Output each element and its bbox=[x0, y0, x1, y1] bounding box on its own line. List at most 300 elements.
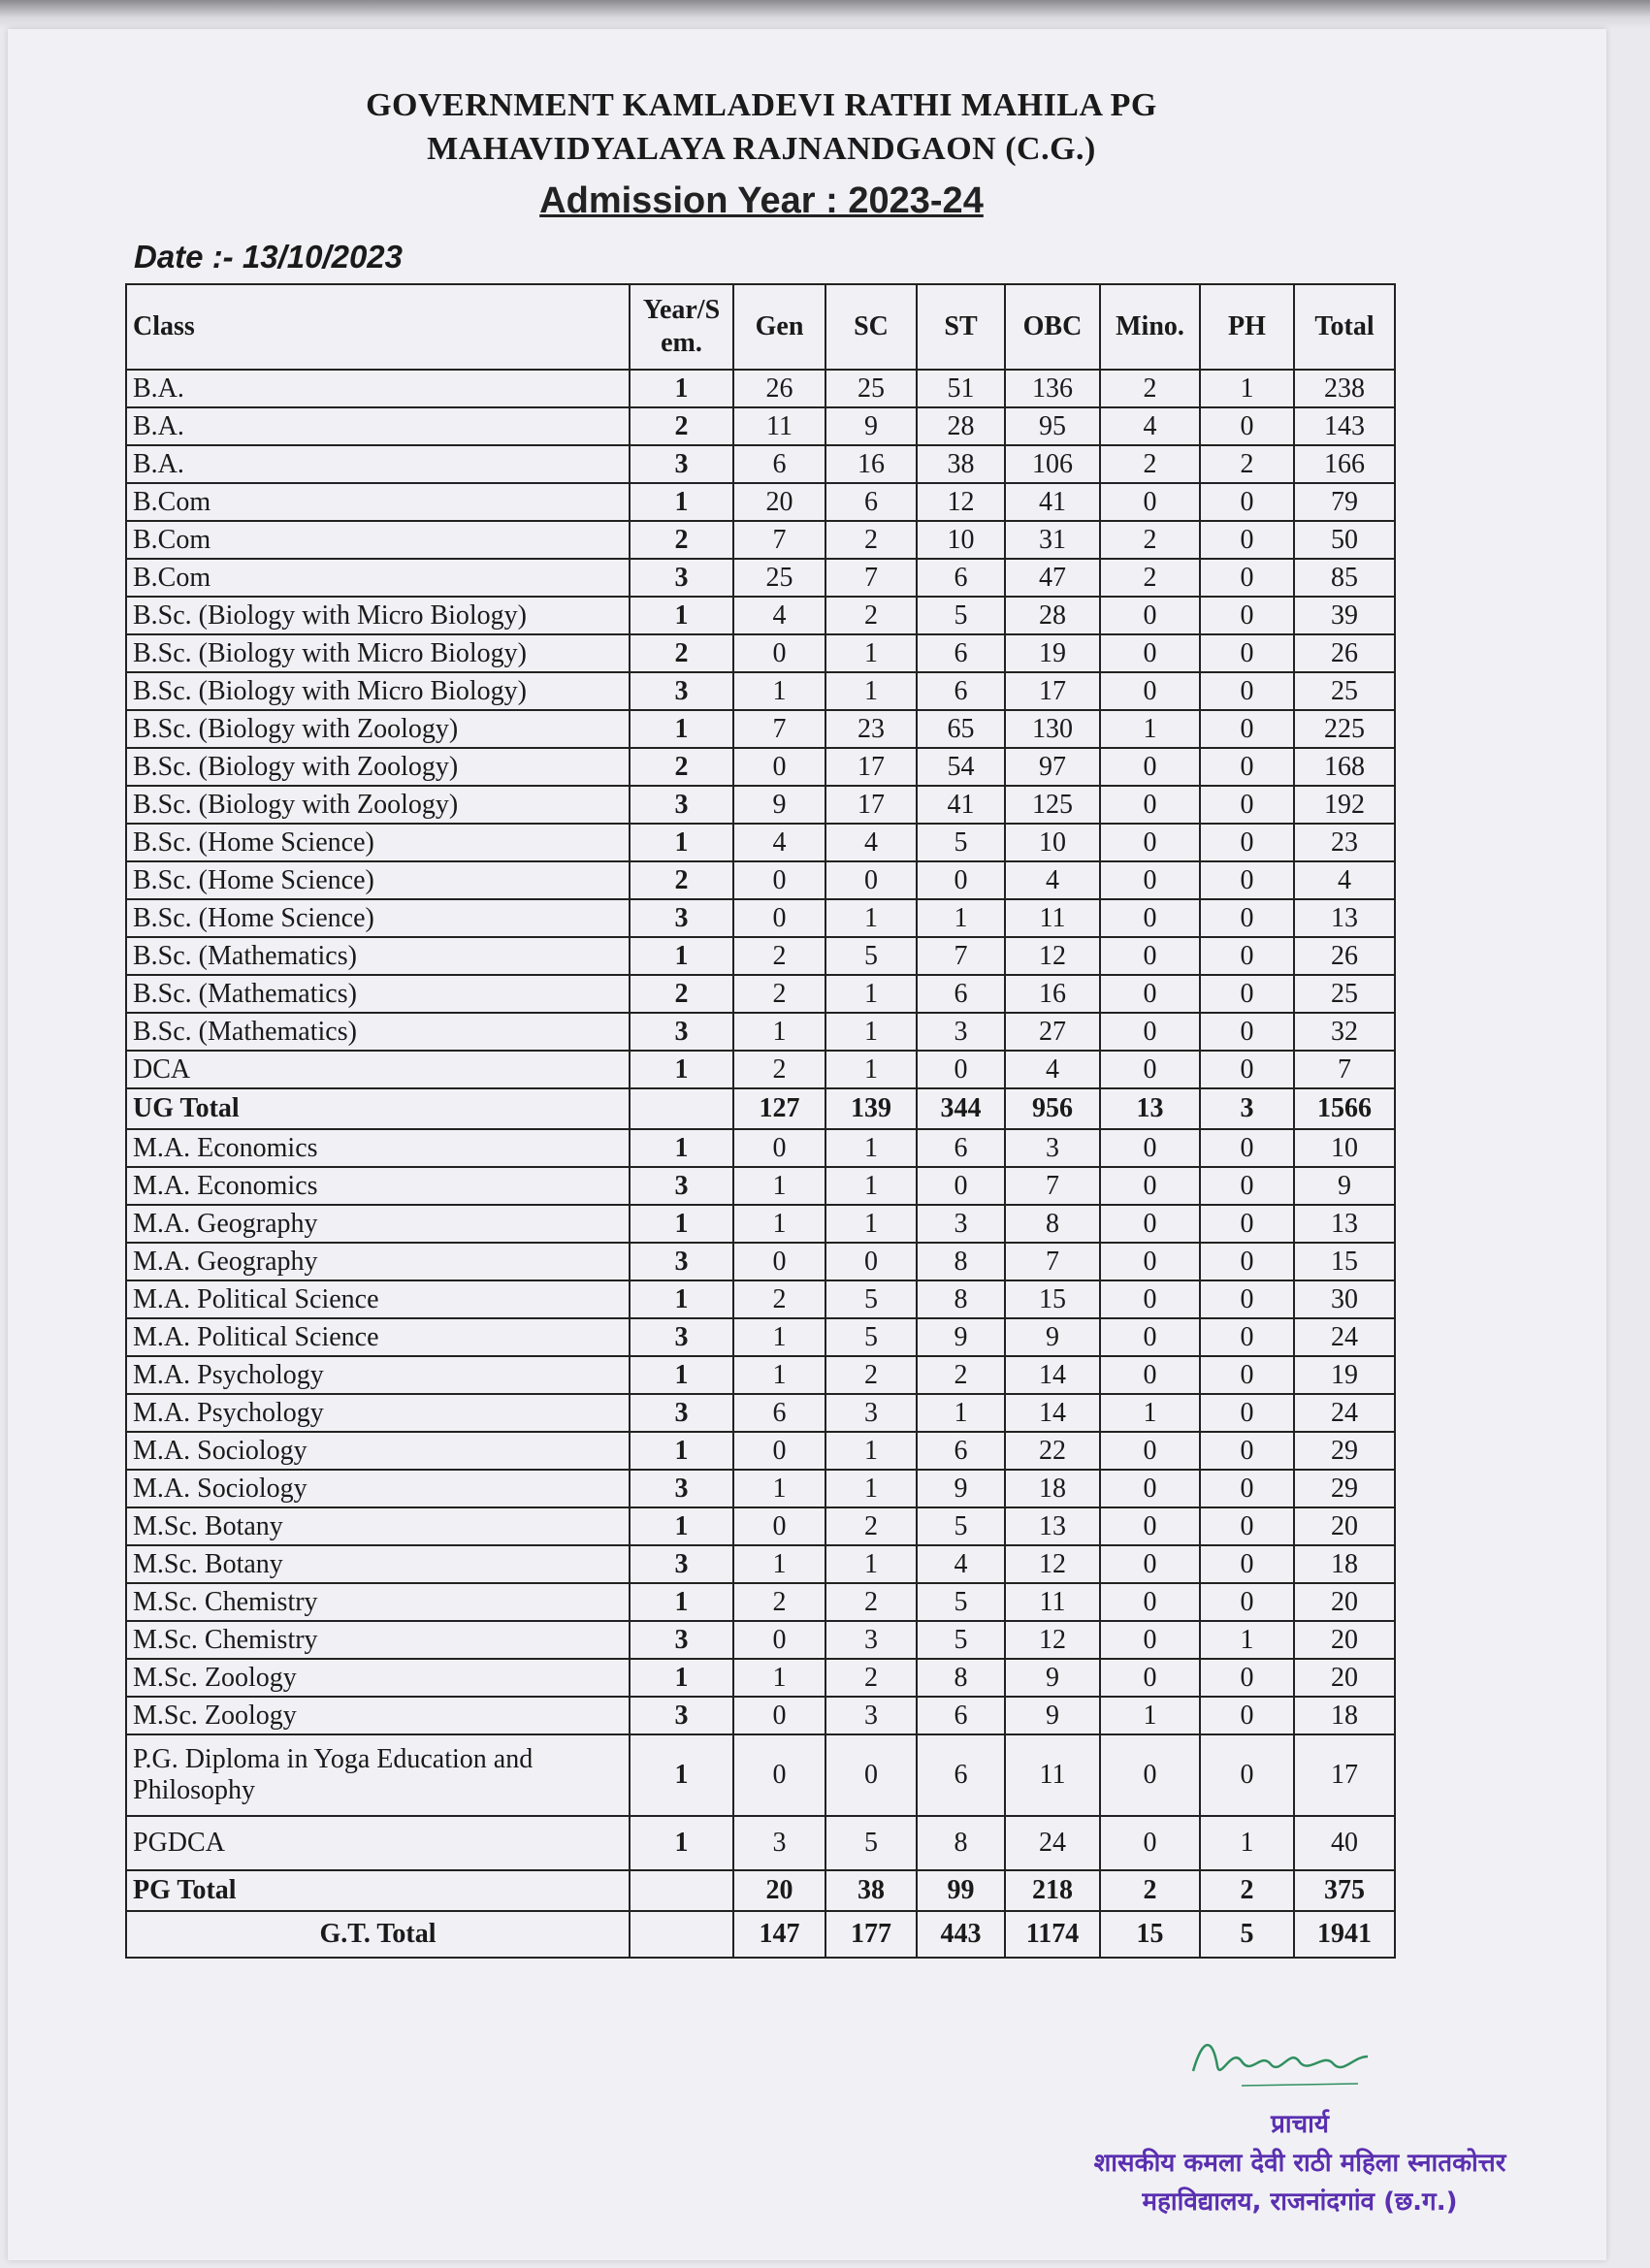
value-cell: 168 bbox=[1294, 748, 1395, 786]
table-row bbox=[126, 521, 1395, 559]
value-cell: 20 bbox=[1294, 1583, 1395, 1621]
title-line-2: MAHAVIDYALAYA RAJNANDGAON (C.G.) bbox=[427, 131, 1096, 167]
value-cell: 0 bbox=[1100, 1621, 1200, 1659]
class-cell: M.Sc. Zoology bbox=[126, 1659, 630, 1697]
scan-top-edge bbox=[0, 0, 1650, 29]
value-cell: 4 bbox=[733, 824, 825, 861]
class-cell: B.A. bbox=[126, 370, 630, 407]
table-row bbox=[126, 1734, 1395, 1816]
class-cell: B.Sc. (Biology with Micro Biology) bbox=[126, 672, 630, 710]
year-cell: 3 bbox=[630, 1621, 733, 1659]
value-cell: 166 bbox=[1294, 445, 1395, 483]
value-cell: 1 bbox=[825, 1545, 917, 1583]
value-cell: 16 bbox=[1005, 975, 1100, 1013]
value-cell: 11 bbox=[733, 407, 825, 445]
value-cell: 0 bbox=[1200, 861, 1294, 899]
value-cell: 0 bbox=[1200, 1545, 1294, 1583]
value-cell: 0 bbox=[1200, 1167, 1294, 1205]
value-cell: 2 bbox=[1100, 521, 1200, 559]
value-cell: 8 bbox=[917, 1243, 1005, 1280]
value-cell: 0 bbox=[1200, 407, 1294, 445]
value-cell: 6 bbox=[917, 975, 1005, 1013]
value-cell: 6 bbox=[917, 672, 1005, 710]
value-cell: 85 bbox=[1294, 559, 1395, 597]
value-cell: 0 bbox=[733, 1507, 825, 1545]
value-cell: 1 bbox=[825, 1051, 917, 1088]
year-cell: 3 bbox=[630, 899, 733, 937]
value-cell: 1 bbox=[917, 899, 1005, 937]
table-row bbox=[126, 1470, 1395, 1507]
value-cell: 20 bbox=[733, 483, 825, 521]
value-cell: 17 bbox=[825, 786, 917, 824]
admission-table bbox=[125, 283, 1396, 1959]
table-row bbox=[126, 1545, 1395, 1583]
class-cell: M.Sc. Zoology bbox=[126, 1697, 630, 1734]
value-cell: 9 bbox=[733, 786, 825, 824]
value-cell: 3 bbox=[733, 1816, 825, 1870]
value-cell: 2 bbox=[825, 597, 917, 634]
value-cell: 2 bbox=[1100, 445, 1200, 483]
value-cell: 25 bbox=[825, 370, 917, 407]
year-cell: 1 bbox=[630, 1659, 733, 1697]
value-cell: 2 bbox=[825, 1659, 917, 1697]
class-cell: B.Sc. (Biology with Micro Biology) bbox=[126, 597, 630, 634]
value-cell: 1 bbox=[1100, 710, 1200, 748]
value-cell: 5 bbox=[825, 1816, 917, 1870]
value-cell: 10 bbox=[917, 521, 1005, 559]
value-cell: 9 bbox=[1005, 1659, 1100, 1697]
col-header: PH bbox=[1200, 284, 1294, 370]
value-cell: 1 bbox=[1200, 1816, 1294, 1870]
value-cell: 5 bbox=[825, 937, 917, 975]
pg-extra-rows bbox=[126, 1734, 1395, 1870]
value-cell: 27 bbox=[1005, 1013, 1100, 1051]
value-cell: 2 bbox=[1100, 559, 1200, 597]
value-cell: 2 bbox=[1100, 370, 1200, 407]
table-row bbox=[126, 597, 1395, 634]
value-cell: 3 bbox=[1005, 1129, 1100, 1167]
table-row bbox=[126, 1870, 1395, 1911]
value-cell: 0 bbox=[1200, 1470, 1294, 1507]
table-row bbox=[126, 1583, 1395, 1621]
value-cell: 2 bbox=[733, 975, 825, 1013]
year-cell: 3 bbox=[630, 1167, 733, 1205]
year-cell: 3 bbox=[630, 1697, 733, 1734]
value-cell: 1 bbox=[1200, 370, 1294, 407]
value-cell: 0 bbox=[1200, 1356, 1294, 1394]
value-cell: 25 bbox=[733, 559, 825, 597]
value-cell: 0 bbox=[1200, 824, 1294, 861]
table-header-row bbox=[126, 284, 1395, 370]
value-cell: 3 bbox=[917, 1013, 1005, 1051]
value-cell: 0 bbox=[1200, 937, 1294, 975]
value-cell: 13 bbox=[1005, 1507, 1100, 1545]
value-cell: 0 bbox=[1200, 1697, 1294, 1734]
value-cell: 0 bbox=[1100, 1013, 1200, 1051]
value-cell: 6 bbox=[917, 1432, 1005, 1470]
value-cell: 1 bbox=[825, 1167, 917, 1205]
value-cell: 0 bbox=[1100, 899, 1200, 937]
year-cell: 1 bbox=[630, 824, 733, 861]
col-header: Year/S em. bbox=[630, 284, 733, 370]
value-cell: 0 bbox=[1200, 786, 1294, 824]
value-cell: 0 bbox=[1100, 1318, 1200, 1356]
value-cell: 5 bbox=[917, 824, 1005, 861]
value-cell: 0 bbox=[1100, 483, 1200, 521]
table-row bbox=[126, 1051, 1395, 1088]
value-cell: 0 bbox=[1200, 559, 1294, 597]
year-cell: 1 bbox=[630, 1051, 733, 1088]
value-cell: 956 bbox=[1005, 1088, 1100, 1129]
value-cell: 6 bbox=[733, 1394, 825, 1432]
value-cell: 1 bbox=[1200, 1621, 1294, 1659]
value-cell: 10 bbox=[1005, 824, 1100, 861]
value-cell: 0 bbox=[917, 861, 1005, 899]
table-row bbox=[126, 1816, 1395, 1870]
value-cell: 26 bbox=[733, 370, 825, 407]
value-cell: 15 bbox=[1005, 1280, 1100, 1318]
value-cell: 20 bbox=[1294, 1621, 1395, 1659]
value-cell: 16 bbox=[825, 445, 917, 483]
value-cell: 8 bbox=[917, 1280, 1005, 1318]
value-cell: 0 bbox=[825, 1734, 917, 1816]
value-cell: 97 bbox=[1005, 748, 1100, 786]
value-cell: 0 bbox=[1100, 1734, 1200, 1816]
class-cell: M.A. Sociology bbox=[126, 1432, 630, 1470]
value-cell: 4 bbox=[825, 824, 917, 861]
signature-icon bbox=[1183, 2027, 1377, 2095]
value-cell: 51 bbox=[917, 370, 1005, 407]
value-cell: 1 bbox=[825, 1205, 917, 1243]
value-cell: 5 bbox=[917, 1583, 1005, 1621]
value-cell: 2 bbox=[733, 1051, 825, 1088]
value-cell: 0 bbox=[733, 1432, 825, 1470]
value-cell: 2 bbox=[1200, 1870, 1294, 1911]
value-cell: 6 bbox=[917, 1697, 1005, 1734]
table-row bbox=[126, 748, 1395, 786]
value-cell: 41 bbox=[917, 786, 1005, 824]
value-cell: 1 bbox=[825, 672, 917, 710]
value-cell: 20 bbox=[1294, 1659, 1395, 1697]
value-cell: 0 bbox=[1100, 748, 1200, 786]
value-cell: 2 bbox=[825, 521, 917, 559]
value-cell: 3 bbox=[825, 1394, 917, 1432]
table-row bbox=[126, 1280, 1395, 1318]
col-header: ST bbox=[917, 284, 1005, 370]
value-cell: 39 bbox=[1294, 597, 1395, 634]
value-cell: 9 bbox=[917, 1470, 1005, 1507]
value-cell: 3 bbox=[917, 1205, 1005, 1243]
class-cell: M.A. Economics bbox=[126, 1129, 630, 1167]
value-cell: 1 bbox=[825, 1129, 917, 1167]
value-cell: 2 bbox=[825, 1356, 917, 1394]
value-cell: 18 bbox=[1294, 1545, 1395, 1583]
year-cell: 3 bbox=[630, 672, 733, 710]
class-cell: UG Total bbox=[126, 1088, 630, 1129]
class-cell: DCA bbox=[126, 1051, 630, 1088]
year-cell: 2 bbox=[630, 861, 733, 899]
col-header: SC bbox=[825, 284, 917, 370]
value-cell: 106 bbox=[1005, 445, 1100, 483]
value-cell: 17 bbox=[1005, 672, 1100, 710]
class-cell: M.A. Political Science bbox=[126, 1280, 630, 1318]
value-cell: 18 bbox=[1294, 1697, 1395, 1734]
value-cell: 6 bbox=[825, 483, 917, 521]
value-cell: 0 bbox=[1100, 1507, 1200, 1545]
value-cell: 344 bbox=[917, 1088, 1005, 1129]
year-cell: 2 bbox=[630, 407, 733, 445]
class-cell: M.A. Political Science bbox=[126, 1318, 630, 1356]
value-cell: 7 bbox=[1005, 1167, 1100, 1205]
value-cell: 0 bbox=[1200, 1507, 1294, 1545]
year-cell: 3 bbox=[630, 786, 733, 824]
value-cell: 99 bbox=[917, 1870, 1005, 1911]
value-cell: 0 bbox=[733, 1734, 825, 1816]
class-cell: B.Sc. (Home Science) bbox=[126, 861, 630, 899]
value-cell: 1174 bbox=[1005, 1911, 1100, 1958]
value-cell: 1 bbox=[1100, 1697, 1200, 1734]
value-cell: 7 bbox=[733, 710, 825, 748]
value-cell: 54 bbox=[917, 748, 1005, 786]
value-cell: 19 bbox=[1005, 634, 1100, 672]
year-cell: 1 bbox=[630, 1816, 733, 1870]
year-cell: 1 bbox=[630, 1507, 733, 1545]
value-cell: 24 bbox=[1005, 1816, 1100, 1870]
value-cell: 4 bbox=[733, 597, 825, 634]
value-cell: 29 bbox=[1294, 1470, 1395, 1507]
table-row bbox=[126, 672, 1395, 710]
table-row bbox=[126, 786, 1395, 824]
table-row bbox=[126, 1394, 1395, 1432]
ug-rows bbox=[126, 370, 1395, 1088]
value-cell: 0 bbox=[1200, 1394, 1294, 1432]
table-row bbox=[126, 1621, 1395, 1659]
value-cell: 5 bbox=[917, 1507, 1005, 1545]
table-row bbox=[126, 1013, 1395, 1051]
value-cell: 13 bbox=[1294, 899, 1395, 937]
value-cell: 8 bbox=[917, 1816, 1005, 1870]
value-cell: 17 bbox=[825, 748, 917, 786]
value-cell: 4 bbox=[1005, 1051, 1100, 1088]
value-cell: 0 bbox=[1200, 634, 1294, 672]
table-row bbox=[126, 1507, 1395, 1545]
value-cell: 24 bbox=[1294, 1318, 1395, 1356]
class-cell: B.Sc. (Home Science) bbox=[126, 899, 630, 937]
value-cell: 0 bbox=[1100, 1659, 1200, 1697]
year-cell bbox=[630, 1088, 733, 1129]
year-cell: 1 bbox=[630, 937, 733, 975]
value-cell: 30 bbox=[1294, 1280, 1395, 1318]
value-cell: 17 bbox=[1294, 1734, 1395, 1816]
value-cell: 3 bbox=[1200, 1088, 1294, 1129]
value-cell: 28 bbox=[917, 407, 1005, 445]
value-cell: 7 bbox=[917, 937, 1005, 975]
grand-total bbox=[126, 1911, 1395, 1958]
value-cell: 1 bbox=[825, 899, 917, 937]
year-cell: 2 bbox=[630, 975, 733, 1013]
value-cell: 13 bbox=[1294, 1205, 1395, 1243]
value-cell: 40 bbox=[1294, 1816, 1395, 1870]
value-cell: 3 bbox=[825, 1697, 917, 1734]
value-cell: 0 bbox=[1100, 1280, 1200, 1318]
year-cell: 3 bbox=[630, 1394, 733, 1432]
report-date: Date :- 13/10/2023 bbox=[134, 239, 404, 275]
value-cell: 2 bbox=[917, 1356, 1005, 1394]
value-cell: 12 bbox=[1005, 1545, 1100, 1583]
value-cell: 79 bbox=[1294, 483, 1395, 521]
table-row bbox=[126, 1205, 1395, 1243]
value-cell: 4 bbox=[1294, 861, 1395, 899]
class-cell: B.A. bbox=[126, 445, 630, 483]
value-cell: 0 bbox=[825, 861, 917, 899]
class-cell: G.T. Total bbox=[126, 1911, 630, 1958]
value-cell: 143 bbox=[1294, 407, 1395, 445]
year-cell: 1 bbox=[630, 597, 733, 634]
stamp-line-2: महाविद्यालय, राजनांदगांव (छ.ग.) bbox=[1142, 2187, 1458, 2217]
value-cell: 22 bbox=[1005, 1432, 1100, 1470]
class-cell: P.G. Diploma in Yoga Education and Philosophy bbox=[126, 1734, 630, 1816]
value-cell: 0 bbox=[1100, 786, 1200, 824]
value-cell: 12 bbox=[1005, 1621, 1100, 1659]
year-cell bbox=[630, 1911, 733, 1958]
class-cell: B.Com bbox=[126, 521, 630, 559]
value-cell: 11 bbox=[1005, 899, 1100, 937]
value-cell: 13 bbox=[1100, 1088, 1200, 1129]
value-cell: 1 bbox=[733, 1167, 825, 1205]
table-row bbox=[126, 710, 1395, 748]
year-cell: 1 bbox=[630, 483, 733, 521]
table-row bbox=[126, 1911, 1395, 1958]
value-cell: 12 bbox=[917, 483, 1005, 521]
value-cell: 218 bbox=[1005, 1870, 1100, 1911]
value-cell: 0 bbox=[825, 1243, 917, 1280]
value-cell: 0 bbox=[733, 1621, 825, 1659]
value-cell: 2 bbox=[1200, 445, 1294, 483]
value-cell: 1 bbox=[825, 1432, 917, 1470]
value-cell: 136 bbox=[1005, 370, 1100, 407]
value-cell: 6 bbox=[917, 1129, 1005, 1167]
value-cell: 1 bbox=[733, 1205, 825, 1243]
class-cell: B.Sc. (Biology with Micro Biology) bbox=[126, 634, 630, 672]
value-cell: 4 bbox=[1005, 861, 1100, 899]
class-cell: M.A. Psychology bbox=[126, 1356, 630, 1394]
value-cell: 12 bbox=[1005, 937, 1100, 975]
value-cell: 0 bbox=[1100, 672, 1200, 710]
value-cell: 238 bbox=[1294, 370, 1395, 407]
year-cell: 3 bbox=[630, 1545, 733, 1583]
value-cell: 0 bbox=[1200, 1013, 1294, 1051]
year-cell: 1 bbox=[630, 710, 733, 748]
class-cell: B.Sc. (Biology with Zoology) bbox=[126, 786, 630, 824]
table-row bbox=[126, 899, 1395, 937]
col-header: Gen bbox=[733, 284, 825, 370]
class-cell: M.Sc. Chemistry bbox=[126, 1621, 630, 1659]
value-cell: 0 bbox=[733, 634, 825, 672]
value-cell: 7 bbox=[1294, 1051, 1395, 1088]
class-cell: M.Sc. Chemistry bbox=[126, 1583, 630, 1621]
value-cell: 0 bbox=[1200, 672, 1294, 710]
value-cell: 6 bbox=[733, 445, 825, 483]
value-cell: 1 bbox=[733, 1659, 825, 1697]
table-row bbox=[126, 634, 1395, 672]
year-cell: 1 bbox=[630, 1280, 733, 1318]
year-cell: 2 bbox=[630, 748, 733, 786]
value-cell: 6 bbox=[917, 559, 1005, 597]
table-row bbox=[126, 937, 1395, 975]
pg-total bbox=[126, 1870, 1395, 1911]
value-cell: 1941 bbox=[1294, 1911, 1395, 1958]
value-cell: 1 bbox=[825, 975, 917, 1013]
table-row bbox=[126, 1659, 1395, 1697]
value-cell: 0 bbox=[1100, 634, 1200, 672]
value-cell: 32 bbox=[1294, 1013, 1395, 1051]
value-cell: 2 bbox=[825, 1583, 917, 1621]
table-row bbox=[126, 1432, 1395, 1470]
value-cell: 3 bbox=[825, 1621, 917, 1659]
value-cell: 2 bbox=[733, 1583, 825, 1621]
class-cell: M.A. Geography bbox=[126, 1205, 630, 1243]
year-cell: 3 bbox=[630, 445, 733, 483]
value-cell: 9 bbox=[1005, 1318, 1100, 1356]
value-cell: 0 bbox=[1200, 1051, 1294, 1088]
value-cell: 26 bbox=[1294, 937, 1395, 975]
value-cell: 0 bbox=[1200, 1129, 1294, 1167]
value-cell: 20 bbox=[733, 1870, 825, 1911]
year-cell: 3 bbox=[630, 1243, 733, 1280]
value-cell: 7 bbox=[733, 521, 825, 559]
year-cell: 1 bbox=[630, 1129, 733, 1167]
value-cell: 225 bbox=[1294, 710, 1395, 748]
value-cell: 11 bbox=[1005, 1583, 1100, 1621]
value-cell: 47 bbox=[1005, 559, 1100, 597]
value-cell: 1 bbox=[733, 1356, 825, 1394]
class-cell: M.A. Economics bbox=[126, 1167, 630, 1205]
table-row bbox=[126, 1356, 1395, 1394]
value-cell: 31 bbox=[1005, 521, 1100, 559]
value-cell: 9 bbox=[1005, 1697, 1100, 1734]
year-cell: 1 bbox=[630, 370, 733, 407]
value-cell: 0 bbox=[1200, 1583, 1294, 1621]
value-cell: 28 bbox=[1005, 597, 1100, 634]
class-cell: B.Com bbox=[126, 559, 630, 597]
admission-year-heading: Admission Year : 2023-24 bbox=[539, 180, 984, 221]
class-cell: B.Com bbox=[126, 483, 630, 521]
value-cell: 1566 bbox=[1294, 1088, 1395, 1129]
value-cell: 6 bbox=[917, 634, 1005, 672]
table-row bbox=[126, 1129, 1395, 1167]
value-cell: 25 bbox=[1294, 975, 1395, 1013]
year-cell bbox=[630, 1870, 733, 1911]
value-cell: 0 bbox=[1100, 1051, 1200, 1088]
value-cell: 24 bbox=[1294, 1394, 1395, 1432]
value-cell: 0 bbox=[1200, 1243, 1294, 1280]
value-cell: 9 bbox=[917, 1318, 1005, 1356]
value-cell: 11 bbox=[1005, 1734, 1100, 1816]
value-cell: 0 bbox=[733, 1243, 825, 1280]
value-cell: 5 bbox=[825, 1318, 917, 1356]
class-cell: B.Sc. (Mathematics) bbox=[126, 937, 630, 975]
value-cell: 177 bbox=[825, 1911, 917, 1958]
value-cell: 14 bbox=[1005, 1356, 1100, 1394]
value-cell: 2 bbox=[733, 937, 825, 975]
value-cell: 26 bbox=[1294, 634, 1395, 672]
stamp-line-1: शासकीय कमला देवी राठी महिला स्नातकोत्तर bbox=[1093, 2149, 1506, 2178]
institution-title bbox=[0, 83, 1523, 171]
value-cell: 0 bbox=[917, 1051, 1005, 1088]
table-row bbox=[126, 1318, 1395, 1356]
value-cell: 139 bbox=[825, 1088, 917, 1129]
value-cell: 375 bbox=[1294, 1870, 1395, 1911]
